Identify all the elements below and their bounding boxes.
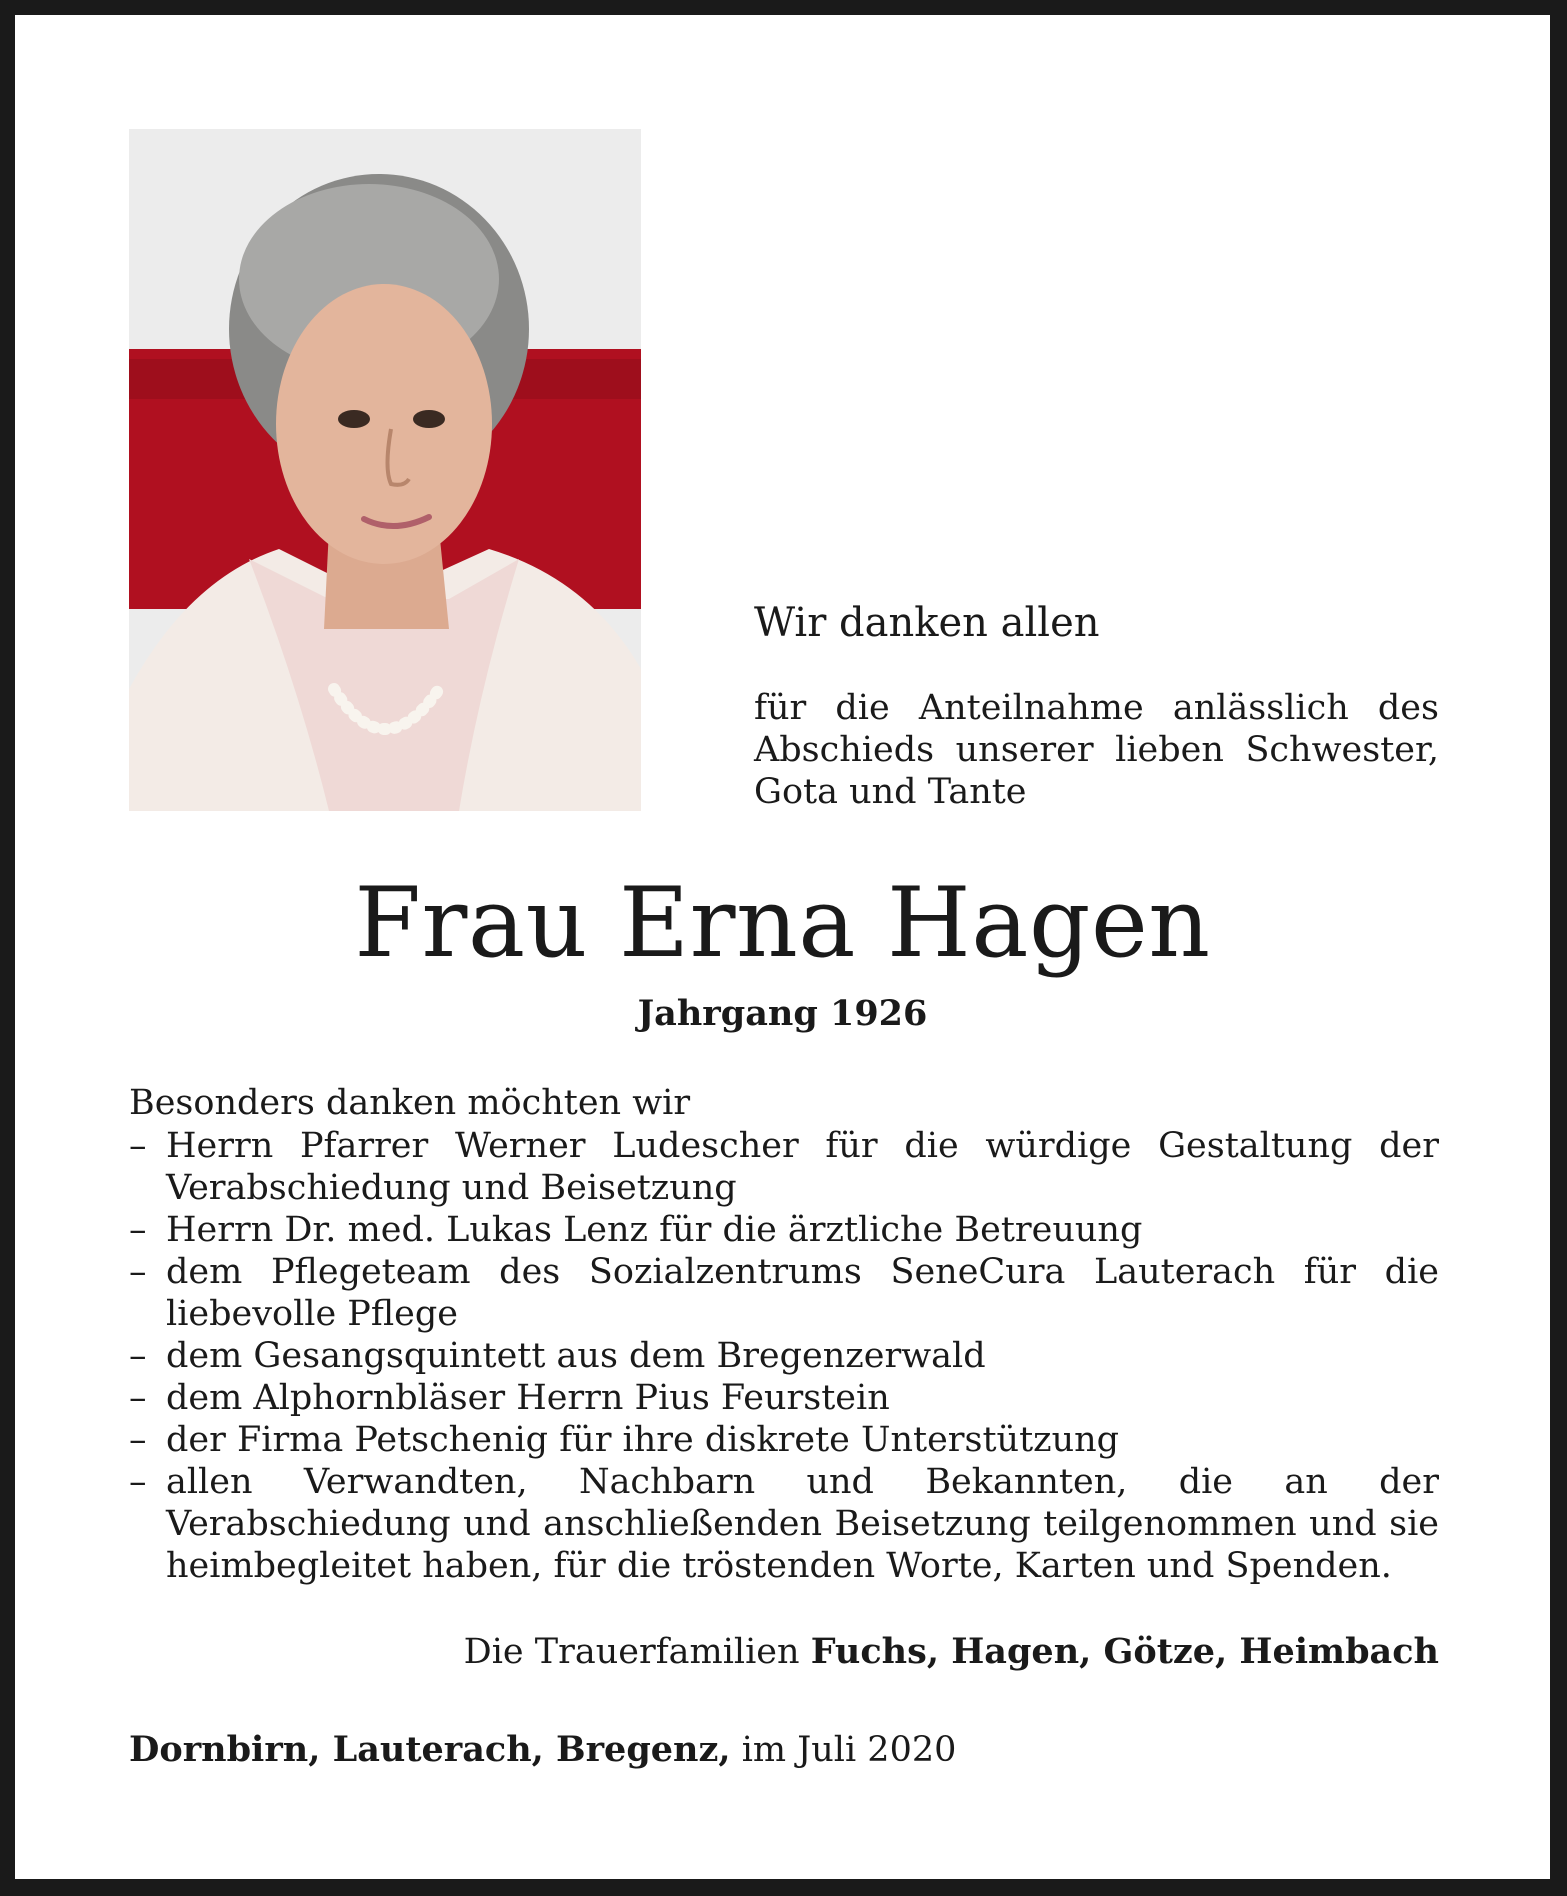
list-dash: – <box>129 1210 147 1250</box>
list-dash: – <box>129 1126 147 1166</box>
list-dash: – <box>129 1336 147 1376</box>
deceased-name: Frau Erna Hagen <box>354 867 1211 979</box>
thanks-item-text: Herrn Pfarrer Werner Ludescher für die würdige Gestaltung der Verabschiedung und Beisetzung <box>166 1126 1439 1208</box>
signature-prefix: Die Trauerfamilien <box>463 1632 800 1672</box>
signature-families: Fuchs, Hagen, Götze, Heimbach <box>810 1631 1439 1672</box>
thanks-item <box>129 1461 1439 1587</box>
thanks-item-text: allen Verwandten, Nachbarn und Bekannten, die an der Verabschiedung und anschließenden Beisetzung teilgenommen und sie heimbegleitet haben, für die tröstenden Worte, Karten und Spenden. <box>166 1462 1439 1586</box>
place-and-date <box>129 1728 956 1772</box>
obituary-page <box>15 15 1550 1879</box>
special-thanks-intro: Besonders danken möchten wir <box>129 1083 691 1123</box>
thanks-item <box>129 1125 1439 1209</box>
thanks-heading: Wir danken allen <box>754 600 1100 646</box>
thanks-item <box>129 1209 1439 1251</box>
thanks-item <box>129 1419 1439 1461</box>
place-date: im Juli 2020 <box>741 1730 957 1770</box>
thanks-item <box>129 1251 1439 1335</box>
list-dash: – <box>129 1420 147 1460</box>
birth-year: Jahrgang 1926 <box>637 993 928 1034</box>
thanks-item-text: dem Pflegeteam des Sozialzentrums SeneCura Lauterach für die liebevolle Pflege <box>166 1252 1439 1334</box>
thanks-item-text: dem Alphornbläser Herrn Pius Feurstein <box>166 1378 890 1418</box>
list-dash: – <box>129 1462 147 1502</box>
portrait-illustration <box>129 129 641 811</box>
intro-text: für die Anteilnahme anlässlich des Abschieds unserer lieben Schwester, Gota und Tante <box>754 688 1439 812</box>
place-names: Dornbirn, Lauterach, Bregenz, <box>129 1729 731 1770</box>
thanks-item-text: dem Gesangsquintett aus dem Bregenzerwald <box>166 1336 986 1376</box>
thanks-list <box>129 1125 1439 1587</box>
thanks-item-text: Herrn Dr. med. Lukas Lenz für die ärztliche Betreuung <box>166 1210 1143 1250</box>
thanks-item <box>129 1335 1439 1377</box>
portrait-photo <box>129 129 641 811</box>
list-dash: – <box>129 1378 147 1418</box>
thanks-item <box>129 1377 1439 1419</box>
signature <box>464 1630 1439 1674</box>
thanks-item-text: der Firma Petschenig für ihre diskrete Unterstützung <box>166 1420 1120 1460</box>
list-dash: – <box>129 1252 147 1292</box>
